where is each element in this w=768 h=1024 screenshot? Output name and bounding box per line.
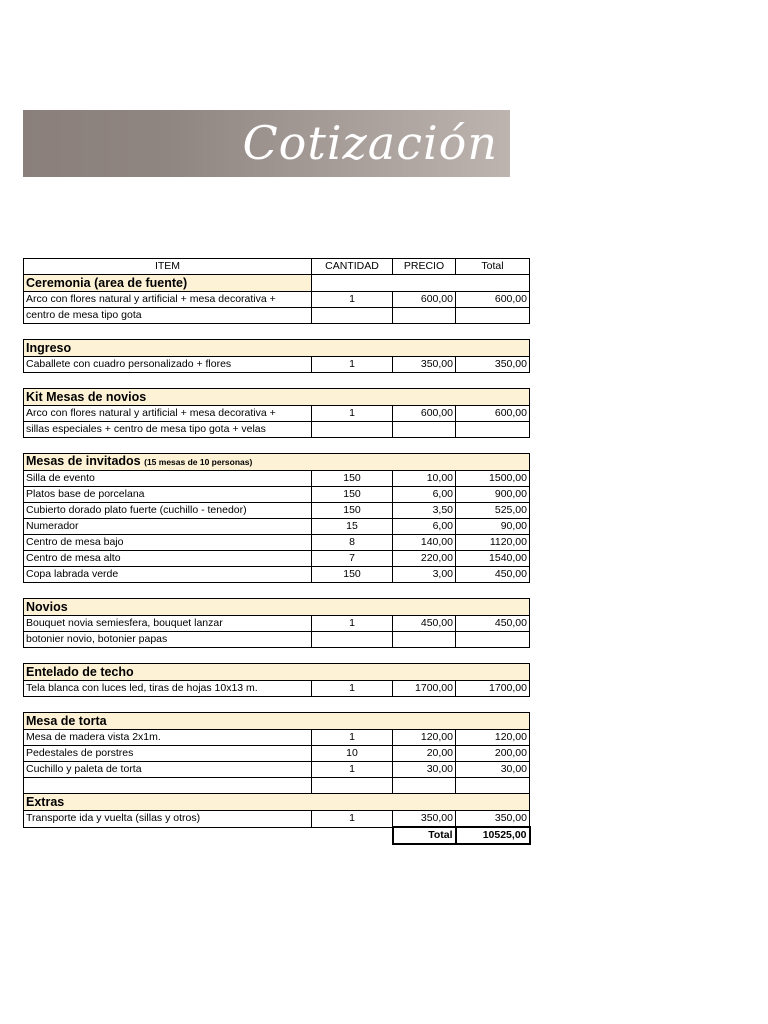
table-row <box>24 519 530 535</box>
table-row <box>24 730 530 746</box>
total-cell: 525,00 <box>456 503 530 519</box>
cantidad-cell: 8 <box>312 535 393 551</box>
spacer-cell <box>312 438 393 454</box>
total-cell: 600,00 <box>456 292 530 308</box>
table-row <box>24 422 530 438</box>
spacer-cell <box>312 324 393 340</box>
cantidad-cell: 1 <box>312 406 393 422</box>
total-cell: 200,00 <box>456 746 530 762</box>
spacer-cell <box>456 697 530 713</box>
spacer-row <box>24 373 530 389</box>
spacer-cell <box>312 583 393 599</box>
section-title <box>24 664 530 681</box>
cantidad-cell: 150 <box>312 567 393 583</box>
cantidad-cell: 150 <box>312 503 393 519</box>
item-cell: Numerador <box>24 519 312 535</box>
quote-table <box>23 258 531 845</box>
spacer-cell <box>24 648 312 664</box>
section-header-row <box>24 275 530 292</box>
banner-title: Cotización <box>242 116 498 170</box>
item-cell <box>24 778 312 794</box>
spacer-row <box>24 324 530 340</box>
table-row <box>24 471 530 487</box>
item-cell: sillas especiales + centro de mesa tipo gota + velas <box>24 422 312 438</box>
item-cell: Silla de evento <box>24 471 312 487</box>
item-cell: Transporte ida y vuelta (sillas y otros) <box>24 811 312 828</box>
section-title-text: Ceremonia (area de fuente) <box>26 275 188 290</box>
total-cell: 1700,00 <box>456 681 530 697</box>
precio-cell: 3,50 <box>393 503 456 519</box>
precio-cell: 120,00 <box>393 730 456 746</box>
precio-cell: 350,00 <box>393 811 456 828</box>
section-title <box>24 389 530 406</box>
precio-cell <box>393 778 456 794</box>
precio-cell: 140,00 <box>393 535 456 551</box>
spacer-cell <box>393 583 456 599</box>
cantidad-cell <box>312 632 393 648</box>
total-cell: 90,00 <box>456 519 530 535</box>
precio-cell: 350,00 <box>393 357 456 373</box>
spacer-cell <box>393 648 456 664</box>
total-cell <box>456 632 530 648</box>
section-subtitle: (15 mesas de 10 personas) <box>144 457 253 467</box>
total-cell: 900,00 <box>456 487 530 503</box>
precio-cell <box>393 422 456 438</box>
total-cell <box>456 308 530 324</box>
total-cell: 1540,00 <box>456 551 530 567</box>
cantidad-cell: 10 <box>312 746 393 762</box>
section-title <box>24 454 530 471</box>
title-banner <box>23 110 510 177</box>
section-title-text: Mesas de invitados <box>26 454 141 468</box>
section-title-text: Novios <box>26 599 68 614</box>
section-title-text: Ingreso <box>26 340 72 355</box>
table-row <box>24 357 530 373</box>
table-row <box>24 616 530 632</box>
section-title <box>24 340 530 357</box>
section-header-row <box>24 340 530 357</box>
cantidad-cell <box>312 308 393 324</box>
precio-cell: 220,00 <box>393 551 456 567</box>
cantidad-cell: 1 <box>312 292 393 308</box>
spacer-cell <box>24 324 312 340</box>
header-precio: PRECIO <box>393 259 456 275</box>
total-cell: 600,00 <box>456 406 530 422</box>
item-cell: Copa labrada verde <box>24 567 312 583</box>
precio-cell: 600,00 <box>393 292 456 308</box>
table-row <box>24 535 530 551</box>
cantidad-cell: 7 <box>312 551 393 567</box>
cantidad-cell: 1 <box>312 811 393 828</box>
total-cell: 450,00 <box>456 616 530 632</box>
spacer-row <box>24 697 530 713</box>
spacer-cell <box>24 438 312 454</box>
cantidad-cell <box>312 422 393 438</box>
spacer-row <box>24 438 530 454</box>
cantidad-cell: 150 <box>312 471 393 487</box>
spacer-cell <box>312 697 393 713</box>
spacer-cell <box>456 438 530 454</box>
total-cell: 120,00 <box>456 730 530 746</box>
table-row <box>24 681 530 697</box>
precio-cell <box>393 632 456 648</box>
spacer-cell <box>393 373 456 389</box>
cantidad-cell: 1 <box>312 762 393 778</box>
table-row <box>24 778 530 794</box>
grand-total-label: Total <box>393 827 456 844</box>
header-total: Total <box>456 259 530 275</box>
table-row <box>24 487 530 503</box>
section-header-row <box>24 389 530 406</box>
spacer-cell <box>24 583 312 599</box>
section-header-blank <box>312 275 530 292</box>
total-cell: 450,00 <box>456 567 530 583</box>
item-cell: Mesa de madera vista 2x1m. <box>24 730 312 746</box>
precio-cell: 20,00 <box>393 746 456 762</box>
table-row <box>24 811 530 828</box>
precio-cell: 450,00 <box>393 616 456 632</box>
total-cell: 350,00 <box>456 811 530 828</box>
header-cantidad: CANTIDAD <box>312 259 393 275</box>
total-cell: 30,00 <box>456 762 530 778</box>
item-cell: Cuchillo y paleta de torta <box>24 762 312 778</box>
item-cell: Centro de mesa bajo <box>24 535 312 551</box>
cantidad-cell: 1 <box>312 730 393 746</box>
table-row <box>24 746 530 762</box>
total-cell <box>456 778 530 794</box>
section-title <box>24 713 530 730</box>
table-row <box>24 503 530 519</box>
table-row <box>24 762 530 778</box>
cantidad-cell <box>312 778 393 794</box>
spacer-cell <box>456 648 530 664</box>
item-cell: Centro de mesa alto <box>24 551 312 567</box>
total-cell: 1500,00 <box>456 471 530 487</box>
header-item: ITEM <box>24 259 312 275</box>
item-cell: Cubierto dorado plato fuerte (cuchillo - tenedor) <box>24 503 312 519</box>
item-cell: Arco con flores natural y artificial + mesa decorativa + <box>24 406 312 422</box>
table-row <box>24 632 530 648</box>
item-cell: Caballete con cuadro personalizado + flores <box>24 357 312 373</box>
spacer-cell <box>393 438 456 454</box>
section-header-row <box>24 599 530 616</box>
cantidad-cell: 1 <box>312 616 393 632</box>
spacer-row <box>24 648 530 664</box>
total-cell: 1120,00 <box>456 535 530 551</box>
cantidad-cell: 150 <box>312 487 393 503</box>
grand-total-row <box>24 827 530 844</box>
precio-cell: 6,00 <box>393 487 456 503</box>
item-cell: Pedestales de porstres <box>24 746 312 762</box>
precio-cell <box>393 308 456 324</box>
table-header-row <box>24 259 530 275</box>
precio-cell: 1700,00 <box>393 681 456 697</box>
blank-cell <box>24 827 393 844</box>
spacer-row <box>24 583 530 599</box>
grand-total-value: 10525,00 <box>456 827 530 844</box>
table-row <box>24 551 530 567</box>
section-title-text: Kit Mesas de novios <box>26 389 147 404</box>
item-cell: Tela blanca con luces led, tiras de hojas 10x13 m. <box>24 681 312 697</box>
section-title <box>24 599 530 616</box>
spacer-cell <box>24 373 312 389</box>
spacer-cell <box>24 697 312 713</box>
spacer-cell <box>393 324 456 340</box>
precio-cell: 30,00 <box>393 762 456 778</box>
item-cell: botonier novio, botonier papas <box>24 632 312 648</box>
spacer-cell <box>312 648 393 664</box>
spacer-cell <box>456 324 530 340</box>
total-cell <box>456 422 530 438</box>
item-cell: centro de mesa tipo gota <box>24 308 312 324</box>
cantidad-cell: 1 <box>312 357 393 373</box>
section-header-row <box>24 713 530 730</box>
section-header-row <box>24 454 530 471</box>
total-cell: 350,00 <box>456 357 530 373</box>
item-cell: Arco con flores natural y artificial + mesa decorativa + <box>24 292 312 308</box>
section-header-row <box>24 794 530 811</box>
section-title-text: Entelado de techo <box>26 664 134 679</box>
cantidad-cell: 15 <box>312 519 393 535</box>
precio-cell: 600,00 <box>393 406 456 422</box>
precio-cell: 10,00 <box>393 471 456 487</box>
section-title-text: Mesa de torta <box>26 713 107 728</box>
table-row <box>24 406 530 422</box>
table-row <box>24 567 530 583</box>
precio-cell: 6,00 <box>393 519 456 535</box>
table-row <box>24 308 530 324</box>
spacer-cell <box>456 583 530 599</box>
spacer-cell <box>312 373 393 389</box>
spacer-cell <box>393 697 456 713</box>
item-cell: Platos base de porcelana <box>24 487 312 503</box>
precio-cell: 3,00 <box>393 567 456 583</box>
section-header-row <box>24 664 530 681</box>
section-title-text: Extras <box>26 794 65 809</box>
cantidad-cell: 1 <box>312 681 393 697</box>
spacer-cell <box>456 373 530 389</box>
section-title <box>24 794 530 811</box>
section-title <box>24 275 312 292</box>
table-row <box>24 292 530 308</box>
item-cell: Bouquet novia semiesfera, bouquet lanzar <box>24 616 312 632</box>
